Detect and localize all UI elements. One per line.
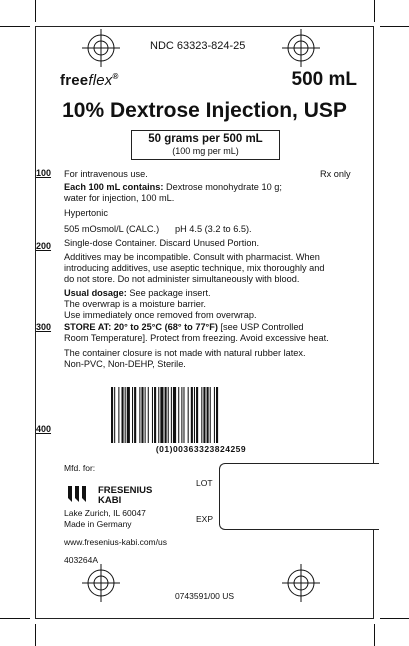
crop-mark xyxy=(35,624,36,646)
lot-exp-box xyxy=(219,463,379,530)
barcode-number: (01)00363323824259 xyxy=(155,444,247,454)
container-volume: 500 mL xyxy=(291,69,357,90)
rx-only: Rx only xyxy=(320,169,351,179)
hypertonic-text: Hypertonic xyxy=(64,208,108,218)
barcode-bar xyxy=(134,387,136,443)
ndc-number: NDC 63323-824-25 xyxy=(150,40,246,52)
strength-box xyxy=(131,130,280,160)
product-code: 403264A xyxy=(64,555,99,565)
barcode-bar xyxy=(154,387,156,443)
ph-value: pH 4.5 (3.2 to 6.5). xyxy=(175,224,252,234)
barcode-bar xyxy=(201,387,202,443)
barcode-bar xyxy=(210,387,211,443)
barcode-bar xyxy=(194,387,195,443)
barcode-bar xyxy=(132,387,133,443)
crop-mark xyxy=(374,0,375,22)
barcode-bar xyxy=(122,387,124,443)
exp-label: EXP xyxy=(196,514,214,524)
barcode-bar xyxy=(160,387,163,443)
crop-mark xyxy=(0,26,30,27)
composition: Each 100 mL contains: Dextrose monohydrate 10 g; water for injection, 100 mL. xyxy=(64,182,282,203)
barcode-bar xyxy=(207,387,209,443)
barcode-bar xyxy=(141,387,143,443)
barcode-bar xyxy=(183,387,184,443)
barcode xyxy=(111,387,291,443)
graduation-300: 300 xyxy=(36,322,52,332)
graduation-200: 200 xyxy=(36,241,52,251)
barcode-bar xyxy=(196,387,198,443)
barcode-bar xyxy=(171,387,172,443)
barcode-bar xyxy=(165,387,167,443)
graduation-400: 400 xyxy=(36,424,52,434)
barcode-bar xyxy=(181,387,182,443)
barcode-bar xyxy=(114,387,115,443)
storage-text: STORE AT: 20° to 25°C (68° to 77°F) [see USP Controlled Room Temperature]. Protect from freezing. Avoid excessive heat. xyxy=(64,322,329,343)
additives-warning: Additives may be incompatible. Consult with pharmacist. When introducing additives, use aseptic technique, mix thoroughly and do not store. Do not administer simultaneously with blood. xyxy=(64,252,325,284)
product-name: 10% Dextrose Injection, USP xyxy=(62,99,347,122)
fresenius-logo-icon xyxy=(66,484,90,504)
mfd-for-label: Mfd. for: xyxy=(64,463,96,473)
barcode-bar xyxy=(148,387,149,443)
barcode-bar xyxy=(216,387,218,443)
manufacturer-address: Lake Zurich, IL 60047 Made in Germany xyxy=(64,508,146,529)
barcode-bar xyxy=(191,387,193,443)
osmolarity: 505 mOsmol/L (CALC.) xyxy=(64,224,160,234)
barcode-bar xyxy=(139,387,140,443)
barcode-bar xyxy=(118,387,119,443)
barcode-bar xyxy=(168,387,169,443)
crop-mark xyxy=(374,624,375,646)
brand-logo: freeflex® xyxy=(60,72,119,89)
lot-label: LOT xyxy=(196,478,213,488)
barcode-bar xyxy=(203,387,205,443)
crop-mark xyxy=(0,618,30,619)
strength-concentration: (100 mg per mL) xyxy=(172,146,239,156)
barcode-bar xyxy=(158,387,159,443)
single-dose-text: Single-dose Container. Discard Unused Portion. xyxy=(64,238,260,248)
barcode-bar xyxy=(214,387,215,443)
manufacturer-name: FRESENIUS KABI xyxy=(98,485,153,506)
crop-mark xyxy=(35,0,36,22)
barcode-bar xyxy=(188,387,189,443)
route-text: For intravenous use. xyxy=(64,169,148,179)
dosage-text: Usual dosage: See package insert. The overwrap is a moisture barrier. Use immediately once removed from overwrap. xyxy=(64,288,257,320)
registration-mark-top-left xyxy=(82,29,120,67)
barcode-bar xyxy=(178,387,179,443)
registration-mark-top-right xyxy=(282,29,320,67)
latex-text: The container closure is not made with natural rubber latex. Non-PVC, Non-DEHP, Sterile. xyxy=(64,348,306,369)
website: www.fresenius-kabi.com/us xyxy=(64,537,167,547)
crop-mark xyxy=(380,618,409,619)
barcode-bar xyxy=(127,387,130,443)
barcode-bar xyxy=(145,387,146,443)
barcode-bar xyxy=(152,387,153,443)
strength-total: 50 grams per 500 mL xyxy=(148,133,263,145)
graduation-100: 100 xyxy=(36,168,52,178)
footer-code: 0743591/00 US xyxy=(174,591,235,601)
crop-mark xyxy=(380,26,409,27)
barcode-bar xyxy=(111,387,113,443)
barcode-bar xyxy=(173,387,176,443)
barcode-bar xyxy=(125,387,126,443)
